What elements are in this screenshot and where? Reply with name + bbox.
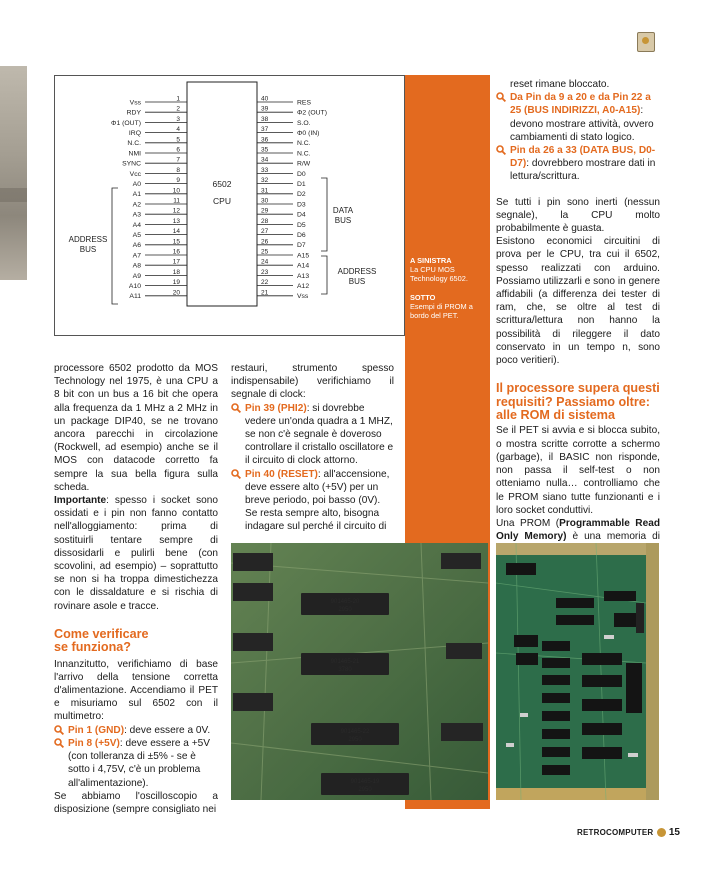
- magnifier-icon: [54, 738, 64, 748]
- caption-block: [410, 256, 486, 320]
- caption1-text: La CPU MOS Technology 6502.: [410, 265, 468, 284]
- svg-text:16: 16: [172, 248, 180, 256]
- svg-text:15: 15: [172, 238, 180, 246]
- col1-importante: Importante: spesso i socket sono ossidati e i pin non fanno contatto nell'alloggiamento: prima di sostituirli tentare sempre di dissosidarli e pulirli bene (con scovolini, ad esempio) – soprattutto se non si ha troppa dimestichezza con le dissaldature e si rischia di rovinare asole e tracce.: [54, 495, 218, 612]
- svg-text:D6: D6: [297, 232, 306, 239]
- chip-body: [187, 82, 257, 306]
- svg-text:18: 18: [172, 268, 180, 276]
- svg-text:9: 9: [176, 177, 180, 185]
- pcb-illustration: [231, 543, 488, 800]
- svg-text:D3: D3: [297, 201, 306, 209]
- svg-text:A2: A2: [132, 201, 141, 209]
- col3-para3: Se il PET si avvia e si blocca subito, o mostra scritte corrotte a schermo (garbage), il BASIC non risponde, non passa il self-test o non otteniamo nulla… controlliamo che le PROM siano tutte funzionanti e i loro socket conduttivi.: [496, 425, 660, 516]
- svg-text:3: 3: [176, 115, 180, 123]
- svg-text:IRQ: IRQ: [128, 130, 141, 137]
- svg-text:4: 4: [176, 126, 180, 134]
- svg-text:30: 30: [261, 197, 269, 205]
- address-bus-label-2: BUS: [79, 245, 97, 254]
- svg-text:D1: D1: [297, 181, 306, 188]
- svg-text:31: 31: [261, 187, 269, 195]
- svg-text:A1: A1: [132, 191, 141, 199]
- svg-text:11: 11: [173, 197, 180, 205]
- svg-text:13: 13: [172, 217, 180, 225]
- svg-text:2950: 2950: [358, 787, 372, 793]
- magnifier-icon: [54, 725, 64, 735]
- svg-text:19: 19: [172, 279, 180, 287]
- svg-text:20: 20: [172, 289, 180, 297]
- svg-text:32: 32: [261, 177, 269, 185]
- svg-text:D0: D0: [297, 170, 306, 178]
- svg-text:Vss: Vss: [297, 293, 309, 301]
- svg-text:27: 27: [261, 228, 269, 236]
- address-bus-right-label-2: BUS: [348, 277, 366, 286]
- svg-text:23: 23: [261, 268, 269, 276]
- svg-text:Φ1 (OUT): Φ1 (OUT): [111, 119, 141, 127]
- col3-top: reset rimane bloccato.: [510, 79, 610, 90]
- svg-text:8: 8: [176, 166, 180, 174]
- svg-text:Vcc: Vcc: [129, 170, 141, 178]
- svg-text:NMI: NMI: [128, 150, 141, 158]
- col3-bullet-2: Pin da 26 a 33 (DATA BUS, D0-D7): dovrebbero mostrare dati in lettura/scrittura.: [496, 144, 660, 184]
- svg-text:SYNC: SYNC: [122, 160, 141, 168]
- svg-text:2950: 2950: [338, 607, 352, 613]
- pinout-diagram-frame: [54, 75, 405, 336]
- svg-text:D4: D4: [297, 211, 306, 219]
- magazine-icon: [637, 32, 655, 52]
- svg-text:25: 25: [261, 248, 269, 256]
- col1-heading: Come verificare se funziona?: [54, 626, 149, 655]
- caption2-title: SOTTO: [410, 292, 436, 302]
- address-bus-right-label-1: ADDRESS: [337, 267, 377, 276]
- data-bus-label-2: BUS: [334, 216, 352, 225]
- svg-text:2950: 2950: [348, 737, 362, 743]
- svg-text:901465-22: 901465-22: [340, 729, 370, 735]
- col1-para3: Se abbiamo l'oscilloscopio a disposizione (sempre consigliato nei: [54, 790, 218, 815]
- svg-text:A6: A6: [132, 242, 141, 250]
- svg-text:35: 35: [261, 146, 269, 154]
- svg-text:R/W: R/W: [297, 160, 311, 168]
- address-bus-label-1: ADDRESS: [68, 235, 108, 244]
- svg-text:5: 5: [176, 136, 180, 144]
- svg-text:14: 14: [172, 228, 180, 236]
- chip-name: 6502: [212, 179, 232, 189]
- svg-text:A3: A3: [132, 211, 141, 219]
- col2-bullet-1: Pin 39 (PHI2): si dovrebbe vedere un'onda quadra a 1 MHZ, se non c'è segnale è doveroso controllare il cristallo oscillatore e il circuito di clock attorno.: [231, 402, 394, 468]
- col3-para1: Se tutti i pin sono inerti (nessun segnale), la CPU molto probabilmente è guasta.: [496, 196, 660, 235]
- svg-text:33: 33: [261, 166, 269, 174]
- svg-text:7: 7: [176, 156, 180, 164]
- svg-text:6: 6: [176, 146, 180, 154]
- col1-para2: Innanzitutto, verifichiamo di base l'arrivo della tensione corretta d'alimentazione. Accendiamo il PET e misuriamo sul 6502 con il multimetro:: [54, 658, 218, 723]
- magnifier-icon: [231, 403, 241, 413]
- svg-text:17: 17: [172, 258, 180, 266]
- photo-pcb-board: [496, 543, 659, 800]
- pin-right-21: [257, 289, 309, 300]
- importante-label: Importante: [54, 495, 107, 507]
- pcb-board-illustration: [496, 543, 659, 800]
- pinout-diagram: [55, 76, 404, 335]
- svg-text:N.C.: N.C.: [297, 140, 311, 148]
- svg-text:N.C.: N.C.: [127, 140, 141, 148]
- svg-text:1: 1: [176, 95, 180, 103]
- address-bus-bracket: [112, 188, 118, 304]
- svg-text:D7: D7: [297, 242, 306, 250]
- col2-bullet-2: Pin 40 (RESET): all'accensione, deve essere alto (+5V) per un breve periodo, poi basso (0V). Se resta sempre alto, bisogna indagare sul perché il circuito di: [231, 468, 394, 534]
- svg-text:Vss: Vss: [129, 99, 141, 107]
- svg-text:901465-21: 901465-21: [330, 659, 360, 665]
- footer-brand: RETROCOMPUTER: [577, 828, 654, 837]
- svg-text:D5: D5: [297, 221, 306, 229]
- svg-text:A9: A9: [132, 272, 141, 280]
- svg-text:Φ2 (OUT): Φ2 (OUT): [297, 109, 327, 117]
- left-edge-photo-shadow: [0, 188, 27, 202]
- svg-text:A7: A7: [132, 252, 141, 260]
- svg-text:38: 38: [261, 115, 269, 123]
- col1-bullet-1: Pin 1 (GND): deve essere a 0V.: [54, 724, 218, 737]
- svg-text:RDY: RDY: [126, 109, 141, 117]
- col2-intro: restauri, strumento spesso indispensabile) verifichiamo il segnale di clock:: [231, 363, 394, 401]
- svg-text:24: 24: [261, 258, 269, 266]
- svg-text:RES: RES: [297, 99, 311, 107]
- svg-text:40: 40: [261, 95, 269, 103]
- col1-intro: processore 6502 prodotto da MOS Technology nel 1975, è una CPU a 8 bit con un bus a 16 bit che opera alla frequenza da 1 MHz a 2 MHz in un package DIP40, se ne trovano ancora parecchi in circolazione (Rockwell, ad esempio) anche se il MOS con datacode corretto fa sempre la sua bella figura sulla scheda.: [54, 363, 218, 493]
- svg-text:28: 28: [261, 217, 269, 225]
- svg-text:A10: A10: [128, 283, 141, 290]
- svg-text:A8: A8: [132, 262, 141, 270]
- column-2: [231, 362, 394, 534]
- svg-text:12: 12: [172, 207, 180, 215]
- svg-text:A13: A13: [297, 272, 310, 280]
- col3-bullet-1: Da Pin da 9 a 20 e da Pin 22 a 25 (BUS INDIRIZZI, A0-A15): devono mostrare attività, ovvero cambiamenti di stato logico.: [496, 91, 660, 144]
- svg-text:34: 34: [261, 156, 269, 164]
- magnifier-icon: [231, 469, 241, 479]
- magnifier-icon: [496, 145, 506, 155]
- svg-text:37: 37: [261, 126, 269, 134]
- svg-text:21: 21: [261, 289, 269, 297]
- svg-text:A12: A12: [297, 283, 310, 290]
- col1-bullet-2: Pin 8 (+5V): deve essere a +5V (con tolleranza di ±5% - se è sotto i 4,75V, c'è un problema all'alimentazione).: [54, 737, 218, 790]
- address-bus-right-bracket: [321, 256, 327, 294]
- column-1: [54, 362, 218, 816]
- svg-text:Φ0 (IN): Φ0 (IN): [297, 130, 320, 137]
- svg-text:2: 2: [176, 105, 180, 113]
- svg-text:901465-20: 901465-20: [330, 599, 360, 605]
- svg-text:A14: A14: [297, 262, 310, 270]
- svg-text:10: 10: [172, 187, 180, 195]
- photo-pcb-proms: [231, 543, 488, 800]
- svg-text:A5: A5: [132, 232, 141, 239]
- svg-text:A4: A4: [132, 221, 141, 229]
- column-3: [496, 78, 660, 557]
- svg-text:A0: A0: [132, 181, 141, 188]
- svg-text:39: 39: [261, 105, 269, 113]
- data-bus-label-1: DATA: [332, 206, 354, 215]
- col3-para4: Una PROM (Programmable Read Only Memory) è una memoria di: [496, 517, 660, 557]
- svg-text:901465-19: 901465-19: [350, 779, 380, 785]
- magnifier-icon: [496, 92, 506, 102]
- chip-sub: CPU: [213, 196, 231, 206]
- svg-text:S.O.: S.O.: [297, 119, 311, 127]
- pin-left-20: [129, 289, 187, 300]
- svg-text:N.C.: N.C.: [297, 150, 311, 158]
- svg-text:22: 22: [261, 279, 269, 287]
- left-edge-photo: [0, 66, 27, 280]
- col3-para2: Esistono economici circuitini di prova per le CPU, tra cui il 6502, spesso realizzati con arduino. Possiamo utilizzarli e sono in genere affidabili (a differenza dei tester di ram, che, se oltre al test di scrittura/lettura non hanno la possibilità di rileggere il dato conservato in un tempo n, sono poco veritieri).: [496, 236, 660, 367]
- col3-heading: Il processore supera questi requisiti? Passiamo oltre: alle ROM di sistema: [496, 381, 660, 423]
- svg-text:A11: A11: [129, 293, 141, 301]
- svg-text:29: 29: [261, 207, 269, 215]
- svg-text:3780: 3780: [338, 667, 352, 673]
- caption1-title: A SINISTRA: [410, 256, 452, 265]
- svg-text:26: 26: [261, 238, 269, 246]
- data-bus-bracket: [321, 178, 327, 251]
- caption2-text: Esempi di PROM a bordo del PET.: [410, 301, 473, 321]
- svg-text:36: 36: [261, 136, 269, 144]
- page-number: 15: [668, 827, 680, 838]
- svg-text:D2: D2: [297, 191, 306, 199]
- svg-text:A15: A15: [297, 252, 310, 260]
- footer-logo-icon: [657, 828, 666, 837]
- footer: [560, 826, 680, 840]
